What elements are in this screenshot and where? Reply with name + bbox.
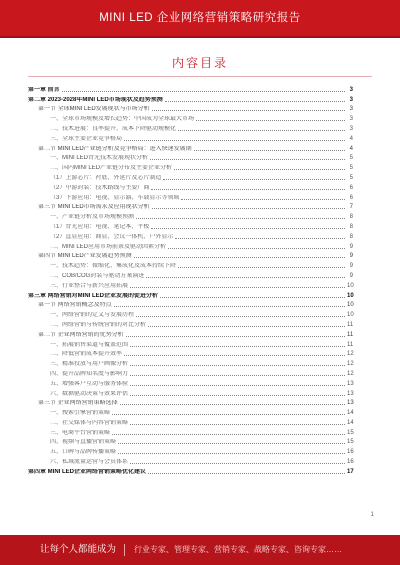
toc-entry[interactable] [28,241,353,251]
toc-entry[interactable] [28,162,353,172]
toc-entry-label: 四、提升品牌知名度与影响力 [50,370,129,377]
toc-entry-label: 一、拓展销售渠道与覆盖范围 [50,341,129,348]
toc-leader-dots [130,395,345,396]
toc-entry-label: 三、电商平台营销策略 [50,429,111,436]
toc-divider [28,76,372,77]
toc-leader-dots [194,150,345,151]
toc-leader-dots [168,248,345,249]
toc-entry[interactable] [28,202,353,212]
toc-leader-dots [196,120,345,121]
toc-entry-label: 二、国内MINI LED产业链分布及主要企业分析 [50,165,173,172]
toc-entry-label: 一、搜索引擎营销策略 [50,410,111,417]
toc-entry-label: 一、网络营销的定义与发展历程 [50,312,135,319]
toc-entry-label: 二、COB/COG封装与驱动方案演进 [50,272,145,279]
toc-entry[interactable] [28,182,353,192]
toc-leader-dots [130,375,345,376]
toc-entry[interactable] [28,417,353,427]
toc-entry-label: （2）中游封装：技术路线与主要厂商 [50,184,150,191]
toc-entry[interactable] [28,368,353,378]
toc-entry-page: 11 [347,331,354,338]
toc-leader-dots [114,306,345,307]
toc-entry-page: 8 [349,223,353,230]
toc-leader-dots [136,316,345,317]
toc-entry[interactable] [28,84,353,94]
toc-entry-page: 15 [347,439,354,446]
toc-leader-dots [152,110,345,111]
toc-entry-page: 10 [347,282,354,289]
toc-entry-label: （1）上游芯片：衬底、外延片及芯片制造 [50,174,162,181]
toc-leader-dots [150,159,345,160]
toc-entry-page: 16 [347,449,354,456]
report-title: MINI LED 企业网络营销策略研究报告 [99,12,301,24]
toc-entry[interactable] [28,192,353,202]
toc-entry-page: 13 [347,390,354,397]
toc-entry-label: 一、技术趋势：微缩化、集成化及成本持续下降 [50,263,177,270]
toc-entry-page: 17 [347,468,354,475]
toc-entry-label: 五、口碑与品牌传播策略 [50,449,117,456]
toc-entry-page: 3 [349,116,353,123]
toc-leader-dots [118,443,345,444]
toc-entry[interactable] [28,280,353,290]
toc-leader-dots [165,101,345,102]
toc-entry-label: 二、降低营销成本提升效率 [50,351,123,358]
toc-entry-label: 三、行业整合与新兴应用拓展 [50,282,129,289]
toc-leader-dots [130,365,345,366]
toc-entry-page: 3 [349,86,353,93]
toc-entry[interactable] [28,270,353,280]
toc-entry-label: 二、MINI LED应用市场前景及驱动因素分析 [50,243,167,250]
toc-entry-label: 第二节 企业网络营销的优势分析 [38,331,124,338]
toc-entry-page: 9 [349,253,353,260]
toc-entry[interactable] [28,143,353,153]
footer-separator [124,544,125,556]
footer-bar [0,535,400,565]
toc-entry-page: 13 [347,400,354,407]
toc-entry-page: 3 [349,125,353,132]
toc-entry[interactable] [28,398,353,408]
toc-entry-label: 第一章 前言 [28,86,60,93]
toc-entry-label: 二、社交媒体与内容营销策略 [50,419,129,426]
toc-leader-dots [126,336,345,337]
toc-entry-label: 第三节 MINI LED市场需求及应用现状分析 [38,204,150,211]
toc-entry[interactable] [28,231,353,241]
toc-entry[interactable] [28,309,353,319]
toc-entry-page: 12 [347,361,354,368]
toc-entry-page: 8 [349,233,353,240]
toc-entry-page: 13 [347,380,354,387]
toc-entry-label: 二、网络营销与传统营销的对比分析 [50,321,147,328]
toc-entry[interactable] [28,113,353,123]
toc-entry-label: 第四章 MINI LED企业网络营销策略优化建议 [28,468,146,475]
toc-entry-label: 第四节 MINI LED产业发展趋势预测 [38,253,132,260]
toc-entry-page: 5 [349,174,353,181]
toc-entry[interactable] [28,407,353,417]
toc-leader-dots [146,277,345,278]
toc-entry[interactable] [28,319,353,329]
toc-entry-label: 二、技术进展：良率提升、成本下降驱动规模化 [50,125,177,132]
toc-entry-page: 10 [347,302,354,309]
toc-entry-label: 第一节 网络营销概念及特点 [38,302,112,309]
toc-entry[interactable] [28,378,353,388]
toc-entry[interactable] [28,300,353,310]
toc-entry-label: 五、增强客户互动与服务体验 [50,380,129,387]
toc-entry[interactable] [28,172,353,182]
toc-entry[interactable] [28,133,353,143]
toc-entry-page: 3 [349,96,353,103]
toc-entry-page: 10 [347,292,354,299]
toc-leader-dots [120,404,345,405]
toc-leader-dots [118,453,345,454]
toc-entry[interactable] [28,427,353,437]
toc-entry[interactable] [28,329,353,339]
toc-entry[interactable] [28,123,353,133]
toc-leader-dots [130,424,345,425]
toc-entry-page: 3 [349,106,353,113]
toc-entry-page: 4 [349,145,353,152]
toc-entry-label: 第一节 全球MINI LED发展现状与市场分析 [38,106,150,113]
toc-entry-label: 第三章 网络营销对MINI LED企业发展的促进分析 [28,292,158,299]
toc-leader-dots [174,169,345,170]
toc-entry-page: 10 [347,312,354,319]
footer-tagline: 行业专家、管理专家、营销专家、战略专家、咨询专家…… [134,545,342,554]
toc-entry-label: 第二章 2023-2028年MINI LED市场现状及趋势预测 [28,96,163,103]
toc-entry-page: 6 [349,184,353,191]
toc-entry-page: 15 [347,429,354,436]
toc-entry-label: （2）直显应用：商显、会议一体机、户外显示 [50,233,174,240]
toc-entry-label: （1）背光应用：电视、笔记本、平板 [50,223,150,230]
toc-leader-dots [62,91,345,92]
toc-leader-dots [130,346,345,347]
toc-entry[interactable] [28,446,353,456]
toc-entry[interactable] [28,251,353,261]
toc-entry-label: 六、私域流量运营与会员体系 [50,459,129,466]
toc-leader-dots [151,189,345,190]
toc-entry-page: 9 [349,263,353,270]
toc-heading: 内容目录 [171,56,228,70]
toc-entry-page: 5 [349,165,353,172]
toc-entry-label: （3）下游应用：电视、显示器、车载显示等领域 [50,194,180,201]
toc-entry[interactable] [28,153,353,163]
toc-entry-label: 六、数据驱动决策与效果评估 [50,390,129,397]
toc-entry-page: 14 [347,419,354,426]
toc-leader-dots [160,297,345,298]
toc-entry-page: 7 [349,204,353,211]
toc-leader-dots [181,199,345,200]
toc-entry-page: 9 [349,272,353,279]
toc-entry[interactable] [28,260,353,270]
toc-entry[interactable] [28,466,353,476]
toc-leader-dots [134,257,345,258]
toc-leader-dots [178,267,345,268]
toc-entry-page: 4 [349,135,353,142]
toc-leader-dots [112,414,345,415]
toc-leader-dots [124,140,345,141]
toc-entry[interactable] [28,104,353,114]
page-number: 1 [370,512,374,518]
toc-entry-label: 一、MINI LED背光技术发展现状分析 [50,155,149,162]
toc-entry-page: 16 [347,459,354,466]
toc-leader-dots [130,287,345,288]
toc-entry[interactable] [28,211,353,221]
toc-entry[interactable] [28,221,353,231]
toc-entry-page: 8 [349,214,353,221]
toc-leader-dots [178,130,345,131]
toc-entry[interactable] [28,358,353,368]
toc-entry-page: 11 [347,321,354,328]
toc-entry-page: 14 [347,410,354,417]
toc-leader-dots [124,355,345,356]
toc-entry-label: 三、全球主要企业竞争格局 [50,135,123,142]
toc-leader-dots [130,385,345,386]
toc-leader-dots [152,208,345,209]
toc-entry-label: 第三节 企业网络营销策略选择 [38,400,118,407]
toc-leader-dots [163,179,345,180]
toc-entry-label: 四、视频与直播营销策略 [50,439,117,446]
toc-entry-label: 三、精准投放与用户画像分析 [50,361,129,368]
toc-leader-dots [112,434,345,435]
footer-slogan: 让每个人都能成为 [40,544,117,555]
toc-entry-page: 11 [347,341,354,348]
toc-entry[interactable] [28,388,353,398]
toc-leader-dots [151,228,345,229]
toc-entry[interactable] [28,94,353,104]
toc-entry[interactable] [28,349,353,359]
toc-leader-dots [130,463,345,464]
toc-entry-label: 一、全球市场规模及增长趋势：中国成为全球最大市场 [50,116,195,123]
table-of-contents [28,84,353,476]
toc-leader-dots [148,326,345,327]
toc-leader-dots [148,473,345,474]
toc-entry-page: 6 [349,194,353,201]
toc-entry[interactable] [28,437,353,447]
toc-entry-page: 12 [347,370,354,377]
toc-leader-dots [175,238,345,239]
header-divider [0,36,400,38]
toc-entry-page: 9 [349,243,353,250]
toc-entry[interactable] [28,339,353,349]
toc-entry[interactable] [28,456,353,466]
toc-entry-page: 5 [349,155,353,162]
toc-entry-label: 第二节 MINI LED产业链分析及竞争格局：进入快速发展期 [38,145,192,152]
toc-leader-dots [136,218,345,219]
toc-entry-page: 12 [347,351,354,358]
toc-entry-label: 一、产业链分析及市场规模预测 [50,214,135,221]
toc-entry[interactable] [28,290,353,300]
